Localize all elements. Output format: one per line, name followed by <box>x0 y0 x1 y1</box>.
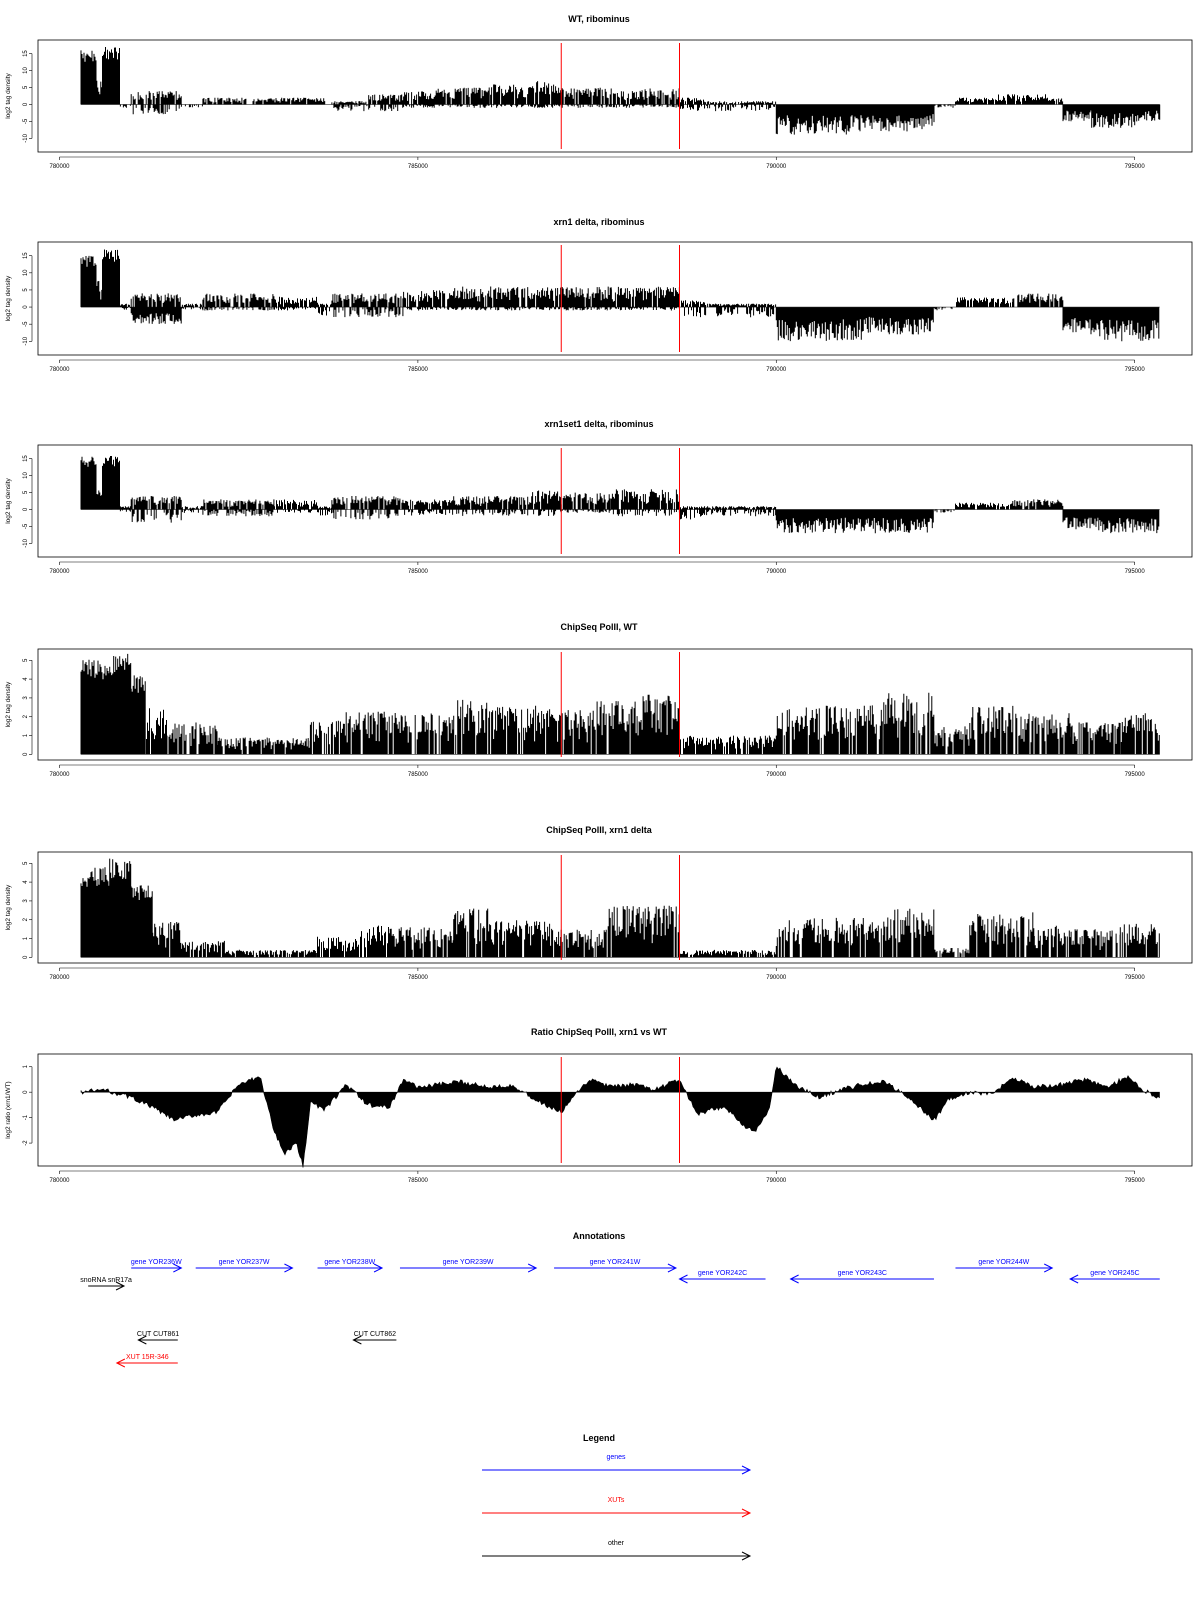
feature-label: CUT CUT861 <box>136 1331 180 1338</box>
track-panel <box>5 217 1192 373</box>
feature-label: gene YOR236W <box>130 1259 182 1266</box>
y-tick-label: 5 <box>23 658 29 662</box>
annotations-panel <box>80 1231 1160 1367</box>
data-bars <box>81 456 1159 533</box>
legend-item <box>482 1497 750 1517</box>
track-panel <box>5 825 1192 981</box>
panel-title: ChipSeq PolII, xrn1 delta <box>546 825 652 835</box>
y-tick-label: 0 <box>23 955 29 960</box>
track-panel <box>5 14 1192 170</box>
y-tick-label: 2 <box>23 918 29 922</box>
feature-label: gene YOR238W <box>324 1259 376 1266</box>
annotation-feature <box>554 1259 676 1272</box>
y-tick-label: -10 <box>23 336 29 346</box>
x-tick-label: 780000 <box>49 569 70 575</box>
data-bars <box>81 250 1159 342</box>
x-tick-label: 785000 <box>407 1178 428 1184</box>
y-tick-label: 0 <box>23 1090 29 1094</box>
y-tick-label: 10 <box>23 269 29 277</box>
y-tick-label: 15 <box>23 455 29 462</box>
y-tick-label: 15 <box>23 50 29 57</box>
annotation-feature <box>196 1259 293 1272</box>
annotation-feature <box>400 1259 536 1272</box>
annotation-feature <box>680 1270 766 1283</box>
x-tick-label: 790000 <box>766 1178 787 1184</box>
x-tick-label: 785000 <box>407 367 428 373</box>
y-tick-label: 10 <box>23 67 29 74</box>
y-tick-label: 1 <box>23 1065 29 1069</box>
x-tick-label: 790000 <box>766 569 787 575</box>
y-tick-label: 5 <box>23 85 29 90</box>
feature-label: gene YOR241W <box>589 1259 641 1266</box>
legend-title: Legend <box>582 1433 616 1443</box>
annotation-feature <box>1070 1270 1160 1283</box>
y-tick-label: 0 <box>23 305 29 309</box>
track-panel <box>5 419 1192 575</box>
data-bars <box>81 859 1159 958</box>
y-tick-label: 1 <box>23 936 29 941</box>
y-tick-label: -10 <box>23 134 29 143</box>
legend-label: XUTs <box>607 1497 625 1504</box>
x-tick-label: 795000 <box>1124 975 1145 981</box>
legend-panel <box>482 1433 750 1560</box>
feature-label: snoRNA snR17a <box>80 1277 132 1284</box>
feature-label: gene YOR243C <box>837 1270 887 1277</box>
y-tick-label: -5 <box>23 321 29 327</box>
x-tick-label: 780000 <box>49 772 70 778</box>
feature-label: gene YOR244W <box>978 1259 1030 1266</box>
y-tick-label: 2 <box>23 715 29 719</box>
panel-title: Ratio ChipSeq PolII, xrn1 vs WT <box>530 1027 668 1037</box>
y-tick-label: -10 <box>23 539 29 548</box>
ratio-area <box>81 1067 1160 1168</box>
x-tick-label: 785000 <box>407 975 428 981</box>
x-tick-label: 790000 <box>766 367 787 373</box>
feature-label: gene YOR237W <box>218 1259 270 1266</box>
feature-label: CUT CUT862 <box>353 1331 397 1338</box>
track-panels <box>5 14 1192 1184</box>
feature-label: gene YOR245C <box>1090 1270 1140 1277</box>
panel-title: xrn1set1 delta, ribominus <box>544 419 654 429</box>
track-panel <box>5 1027 1192 1184</box>
legend-label: other <box>608 1540 624 1547</box>
y-axis-label: log2 tag density <box>5 681 12 728</box>
y-tick-label: -2 <box>23 1140 29 1146</box>
panel-title: WT, ribominus <box>568 14 630 24</box>
feature-label: gene YOR239W <box>442 1259 494 1266</box>
y-tick-label: 5 <box>23 490 29 495</box>
x-tick-label: 785000 <box>407 164 428 170</box>
y-axis-label: log2 tag density <box>5 73 12 119</box>
feature-label: XUT 15R-346 <box>125 1354 169 1361</box>
annotation-feature <box>80 1277 132 1290</box>
annotation-feature <box>137 1331 179 1344</box>
y-tick-label: -5 <box>23 523 29 530</box>
data-bars <box>81 47 1160 135</box>
x-tick-label: 785000 <box>407 569 428 575</box>
y-tick-label: 3 <box>23 696 29 700</box>
legend-items <box>482 1454 750 1560</box>
x-tick-label: 795000 <box>1124 569 1145 575</box>
x-tick-label: 795000 <box>1124 367 1145 373</box>
annotation-feature <box>955 1259 1052 1272</box>
x-tick-label: 790000 <box>766 772 787 778</box>
y-tick-label: 0 <box>23 102 29 107</box>
y-tick-label: 4 <box>23 677 29 681</box>
legend-label: genes <box>606 1454 626 1461</box>
y-axis-label: log2 tag density <box>5 478 12 524</box>
y-tick-label: 10 <box>23 472 29 479</box>
x-tick-label: 795000 <box>1124 772 1145 778</box>
x-tick-label: 795000 <box>1124 1178 1145 1184</box>
x-tick-label: 780000 <box>49 164 70 170</box>
annotation-feature <box>117 1354 178 1367</box>
annotation-feature <box>131 1259 182 1272</box>
y-axis-label: log2 tag density <box>5 884 12 931</box>
panel-title: ChipSeq PolII, WT <box>560 622 638 632</box>
y-tick-label: 0 <box>23 507 29 512</box>
feature-label: gene YOR242C <box>697 1270 748 1277</box>
y-tick-label: 5 <box>23 861 29 865</box>
annotation-features <box>80 1259 1160 1367</box>
legend-item <box>482 1454 750 1474</box>
y-tick-label: -1 <box>23 1114 29 1121</box>
y-tick-label: -5 <box>23 118 29 125</box>
x-tick-label: 790000 <box>766 975 787 981</box>
y-tick-label: 3 <box>23 899 29 903</box>
x-tick-label: 785000 <box>407 772 428 778</box>
y-tick-label: 5 <box>23 288 29 292</box>
x-tick-label: 790000 <box>766 164 787 170</box>
panel-title: xrn1 delta, ribominus <box>553 217 645 227</box>
x-tick-label: 795000 <box>1124 164 1145 170</box>
y-tick-label: 1 <box>23 733 29 738</box>
y-tick-label: 4 <box>23 880 29 884</box>
annotation-feature <box>353 1331 396 1344</box>
track-panel <box>5 622 1192 778</box>
x-tick-label: 780000 <box>49 367 70 373</box>
y-axis-label: log2 ratio (xrn1/WT) <box>5 1081 12 1139</box>
annotations-title: Annotations <box>572 1231 626 1241</box>
legend-item <box>482 1540 750 1560</box>
data-bars <box>81 654 1159 755</box>
x-tick-label: 780000 <box>49 975 70 981</box>
annotation-feature <box>791 1270 934 1283</box>
y-tick-label: 15 <box>23 252 29 260</box>
y-tick-label: 0 <box>23 752 29 757</box>
y-axis-label: log2 tag density <box>5 275 12 322</box>
x-tick-label: 780000 <box>49 1178 70 1184</box>
annotation-feature <box>318 1259 383 1272</box>
